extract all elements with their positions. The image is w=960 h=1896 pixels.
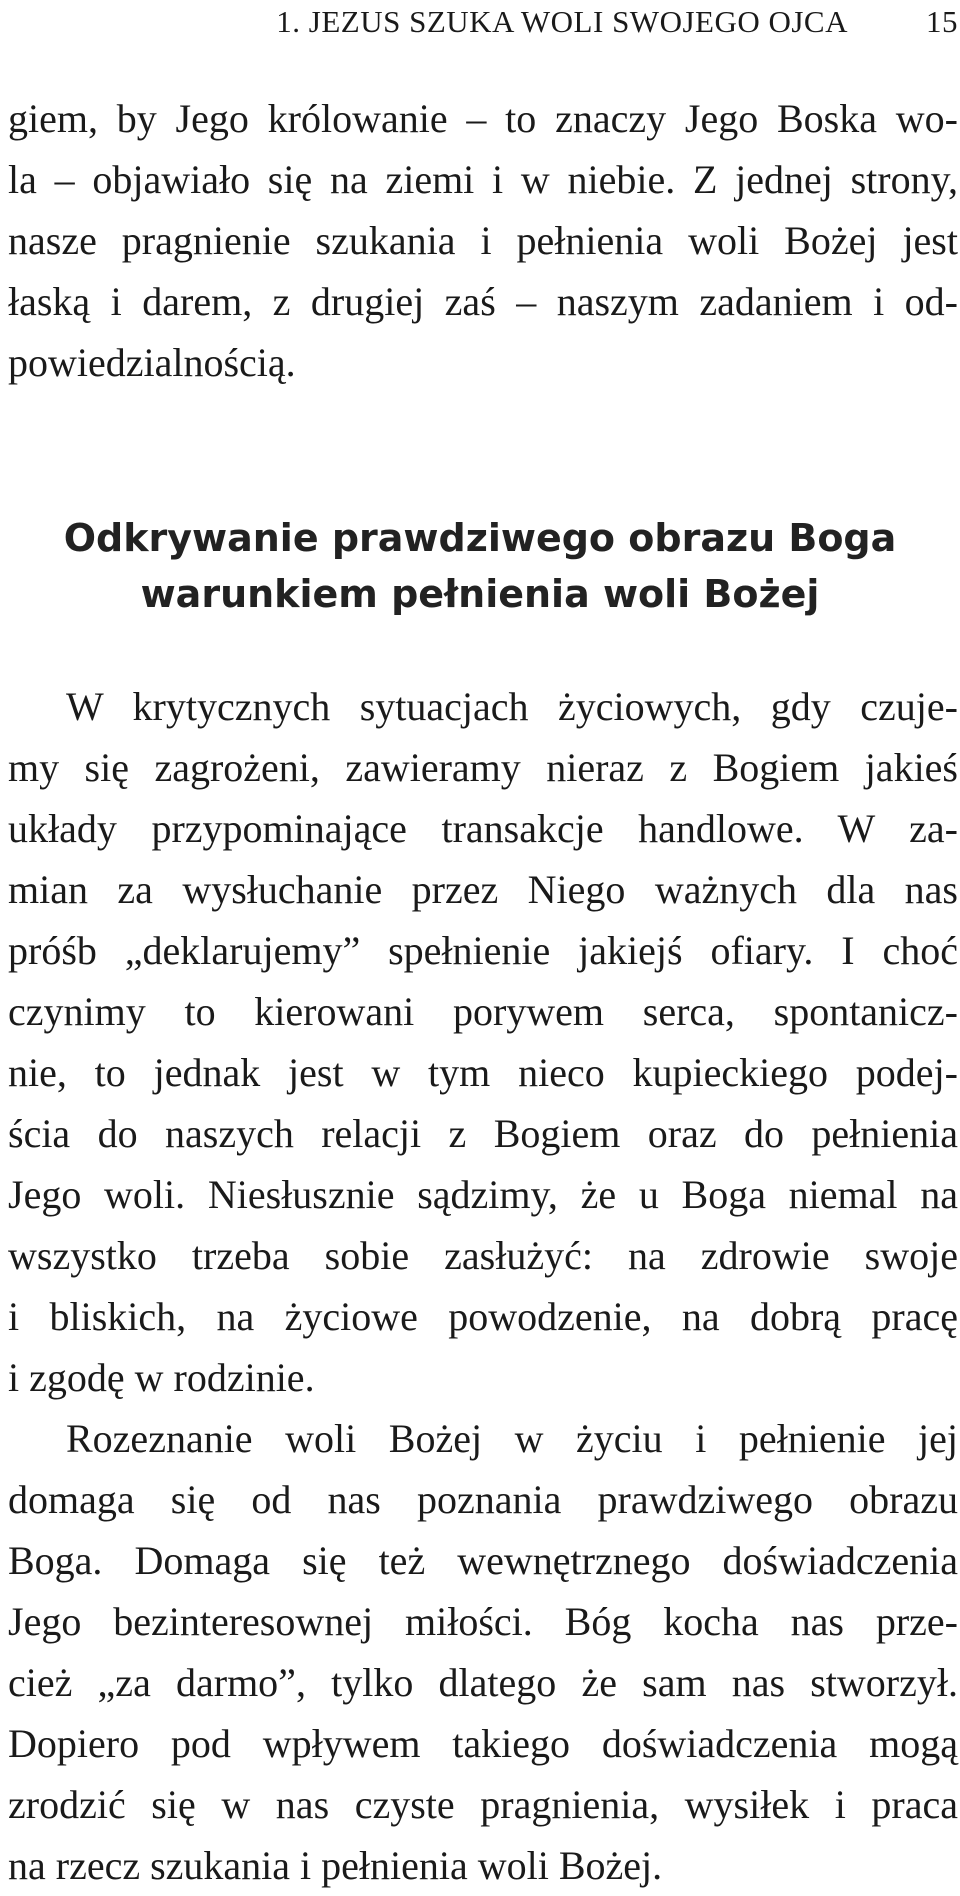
paragraph-1 (8, 676, 958, 1408)
text-line: W krytycznych sytuacjach życiowych, gdy czuje- (66, 684, 958, 729)
text-line: i zgodę w rodzinie. (8, 1355, 315, 1400)
text-line: mian za wysłuchanie przez Niego ważnych dla nas (8, 867, 958, 912)
text-line: wszystko trzeba sobie zasłużyć: na zdrowie swoje (8, 1233, 958, 1278)
text-line: nie, to jednak jest w tym nieco kupieckiego podej- (8, 1050, 958, 1095)
text-line: na rzecz szukania i pełnienia woli Bożej. (8, 1843, 663, 1888)
text-line: my się zagrożeni, zawieramy nieraz z Bogiem jakieś (8, 745, 958, 790)
running-header (0, 2, 960, 42)
text-line: Jego bezinteresownej miłości. Bóg kocha nas prze- (8, 1599, 958, 1644)
section-heading-line-2: warunkiem pełnienia woli Bożej (140, 572, 820, 616)
page-number: 15 (926, 4, 958, 39)
text-line: zrodzić się w nas czyste pragnienia, wysiłek i praca (8, 1782, 958, 1827)
text-line: nasze pragnienie szukania i pełnienia woli Bożej jest (8, 218, 958, 263)
text-line: i bliskich, na życiowe powodzenie, na dobrą pracę (8, 1294, 958, 1339)
text-line: próśb „deklarujemy” spełnienie jakiejś ofiary. I choć (8, 928, 958, 973)
section-heading (0, 510, 960, 622)
text-line: czynimy to kierowani porywem serca, spontanicz- (8, 989, 958, 1034)
text-line: powiedzialnością. (8, 340, 296, 385)
section-heading-line-1: Odkrywanie prawdziwego obrazu Boga (63, 516, 897, 560)
running-title: 1. JEZUS SZUKA WOLI SWOJEGO OJCA (276, 4, 848, 39)
text-line: Boga. Domaga się też wewnętrznego doświadczenia (8, 1538, 958, 1583)
paragraph-2 (8, 1408, 958, 1896)
text-line: Jego woli. Niesłusznie sądzimy, że u Boga niemal na (8, 1172, 958, 1217)
text-line: Dopiero pod wpływem takiego doświadczenia mogą (8, 1721, 958, 1766)
text-line: układy przypominające transakcje handlowe. W za- (8, 806, 958, 851)
intro-paragraph (8, 88, 958, 393)
text-line: ścia do naszych relacji z Bogiem oraz do pełnienia (8, 1111, 958, 1156)
text-line: domaga się od nas poznania prawdziwego obrazu (8, 1477, 958, 1522)
text-line: la – objawiało się na ziemi i w niebie. Z jednej strony, (8, 157, 958, 202)
body-text (8, 676, 958, 1896)
text-line: giem, by Jego królowanie – to znaczy Jego Boska wo- (8, 96, 958, 141)
text-line: Rozeznanie woli Bożej w życiu i pełnienie jej (66, 1416, 958, 1461)
text-line: cież „za darmo”, tylko dlatego że sam nas stworzył. (8, 1660, 958, 1705)
text-line: łaską i darem, z drugiej zaś – naszym zadaniem i od- (8, 279, 958, 324)
